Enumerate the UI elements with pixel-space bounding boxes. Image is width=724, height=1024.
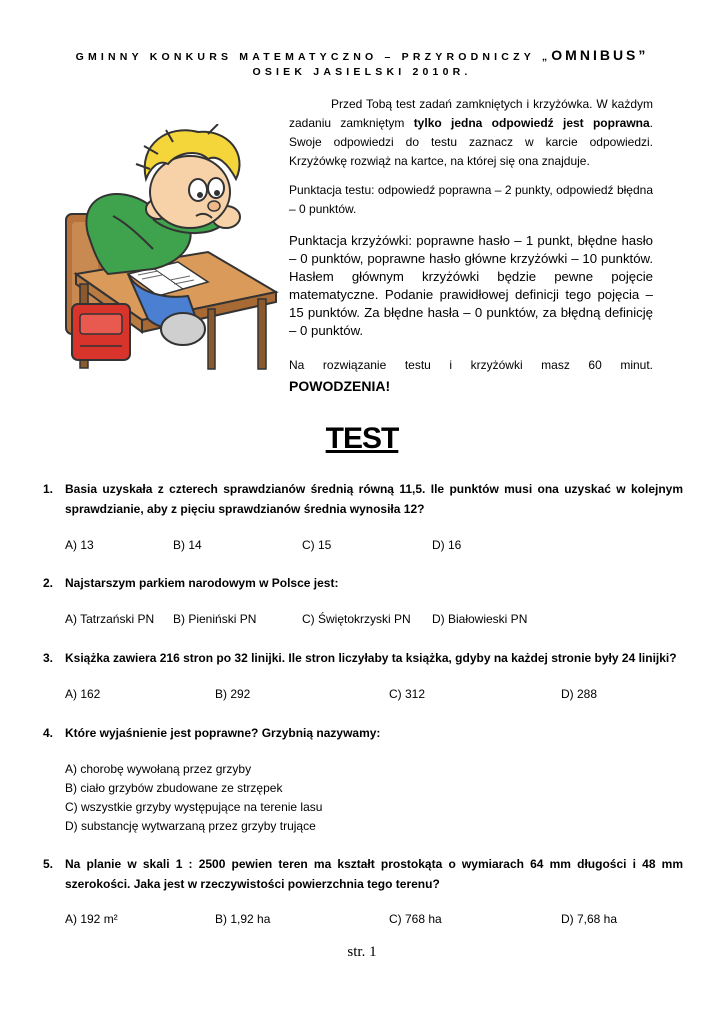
q5-option-c[interactable]: C) 768 ha — [389, 912, 442, 926]
question-text: Książka zawiera 216 stron po 32 linijki. Ile stron liczyłaby ta książka, gdyby na każdej stronie były 24 linijki? — [65, 651, 677, 665]
question-number: 1. — [43, 482, 54, 496]
q4-option-a[interactable]: A) chorobę wywołaną przez grzyby — [65, 762, 252, 776]
good-luck: POWODZENIA! — [289, 378, 391, 394]
q3-option-d[interactable]: D) 288 — [561, 687, 598, 701]
question-text: Najstarszym parkiem narodowym w Polsce jest: — [65, 576, 339, 590]
q2-option-c[interactable]: C) Świętokrzyski PN — [302, 612, 411, 626]
question-3 — [43, 648, 683, 668]
crossword-scoring: Punktacja krzyżówki: poprawne hasło – 1 punkt, błędne hasło – 0 punktów, poprawne hasło główne krzyżówki – 10 punktów. Hasłem głównym krzyżówki będzie pewne pojęcie matematyczne. Podanie prawidłowej definicji tego pojęcia – 15 punktów. Za błędne hasła – 0 punktów, za błędną definicję – 0 punktów. — [289, 233, 653, 338]
q4-option-c[interactable]: C) wszystkie grzyby występujące na terenie lasu — [65, 800, 323, 814]
question-number: 2. — [43, 576, 54, 590]
question-text: Basia uzyskała z czterech sprawdzianów średnią równą 11,5. Ile punktów musi ona uzyskać w kolejnym sprawdzianie, aby z pięciu sprawdzianów średnia wynosiła 12? — [65, 482, 683, 516]
q3-option-a[interactable]: A) 162 — [65, 687, 101, 701]
question-text: Na planie w skali 1 : 2500 pewien teren ma kształt prostokąta o wymiarach 64 mm długości i 48 mm szerokości. Jaka jest w rzeczywistości powierzchnia tego terenu? — [65, 857, 683, 891]
intro-text-a: Przed Tobą test zadań zamkniętych i krzyżówka. W każdym zadaniu zamkniętym — [289, 97, 653, 130]
q3-option-b[interactable]: B) 292 — [215, 687, 251, 701]
q5-option-b[interactable]: B) 1,92 ha — [215, 912, 271, 926]
question-number: 3. — [43, 651, 54, 665]
q1-option-a[interactable]: A) 13 — [65, 538, 94, 552]
intro-instructions — [289, 95, 653, 171]
question-2 — [43, 573, 683, 593]
student-cartoon-illustration — [58, 124, 286, 374]
intro-text-b: . Swoje odpowiedzi do testu zaznacz w karcie odpowiedzi. Krzyżówkę rozwiąż na kartce, na której się ona znajduje. — [289, 116, 653, 168]
contest-title-suffix: ” — [638, 47, 649, 63]
question-number: 4. — [43, 726, 54, 740]
contest-name: OMNIBUS — [551, 47, 639, 63]
question-1 — [43, 479, 683, 519]
q1-option-b[interactable]: B) 14 — [173, 538, 202, 552]
question-4 — [43, 723, 683, 743]
time-limit: Na rozwiązanie testu i krzyżówki masz 60 minut. — [289, 358, 653, 372]
q2-option-a[interactable]: A) Tatrzański PN — [65, 612, 155, 626]
q5-option-a[interactable]: A) 192 m² — [65, 912, 118, 926]
q3-option-c[interactable]: C) 312 — [389, 687, 426, 701]
q2-option-b[interactable]: B) Pieniński PN — [173, 612, 257, 626]
q4-option-b[interactable]: B) ciało grzybów zbudowane ze strzępek — [65, 781, 283, 795]
page-title: TEST — [325, 422, 399, 455]
q4-option-d[interactable]: D) substancję wytwarzaną przez grzyby trujące — [65, 819, 316, 833]
question-5 — [43, 854, 683, 894]
intro-text-bold: tylko jedna odpowiedź jest poprawna — [413, 116, 650, 130]
q1-option-d[interactable]: D) 16 — [432, 538, 462, 552]
question-text: Które wyjaśnienie jest poprawne? Grzybnią nazywamy: — [65, 726, 381, 740]
q2-option-d[interactable]: D) Białowieski PN — [432, 612, 528, 626]
contest-location: OSIEK JASIELSKI 2010R. — [252, 66, 472, 78]
contest-title-prefix: GMINNY KONKURS MATEMATYCZNO – PRZYRODNICZY „ — [75, 51, 552, 63]
page-number: str. 1 — [347, 944, 377, 960]
question-number: 5. — [43, 857, 54, 871]
test-scoring: Punktacja testu: odpowiedź poprawna – 2 punkty, odpowiedź błędna – 0 punktów. — [289, 183, 653, 216]
contest-title — [0, 47, 724, 63]
q5-option-d[interactable]: D) 7,68 ha — [561, 912, 618, 926]
q1-option-c[interactable]: C) 15 — [302, 538, 332, 552]
